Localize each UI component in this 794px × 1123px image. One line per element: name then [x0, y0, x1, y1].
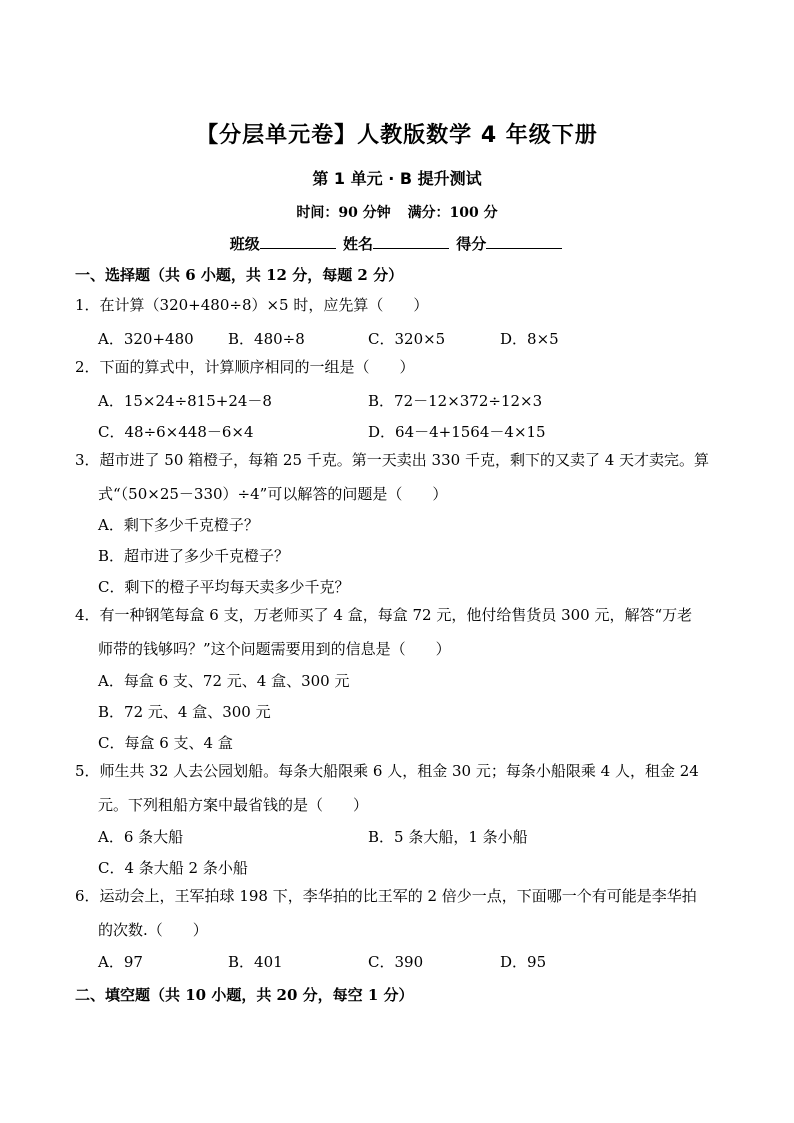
name-blank[interactable]: [373, 234, 449, 249]
section-heading-choice: 一、选择题（共 6 小题，共 12 分，每题 2 分）: [75, 266, 404, 284]
q4-option-c[interactable]: C．每盒 6 支、4 盒: [98, 734, 233, 752]
question-4: 4．有一种钢笔每盒 6 支，万老师买了 4 盒，每盒 72 元，他付给售货员 300 元，解答“万老: [75, 606, 693, 624]
question-2: 2．下面的算式中，计算顺序相同的一组是（ ）: [75, 358, 415, 376]
section-heading-fill: 二、填空题（共 10 小题，共 20 分，每空 1 分）: [75, 986, 414, 1004]
exam-subtitle: 第 1 单元 · B 提升测试: [312, 169, 482, 188]
student-info-fields: [0, 233, 794, 254]
class-blank[interactable]: [260, 234, 336, 249]
question-6-cont: 的次数.（ ）: [98, 921, 208, 939]
q3-option-c[interactable]: C．剩下的橙子平均每天卖多少千克？: [98, 578, 350, 596]
q2-option-a[interactable]: A．15×24÷815+24－8: [98, 392, 272, 410]
time-limit: 时间：90 分钟: [296, 205, 391, 221]
q5-option-b[interactable]: B．5 条大船，1 条小船: [368, 828, 528, 846]
exam-meta: [0, 202, 794, 222]
q5-option-c[interactable]: C．4 条大船 2 条小船: [98, 859, 248, 877]
full-score: 满分：100 分: [407, 205, 498, 221]
question-1: 1．在计算（320+480÷8）×5 时，应先算（ ）: [75, 296, 429, 314]
q1-option-b[interactable]: B．480÷8: [228, 330, 305, 348]
q3-option-b[interactable]: B．超市进了多少千克橙子？: [98, 547, 290, 565]
question-4-cont: 师带的钱够吗？”这个问题需要用到的信息是（ ）: [98, 640, 451, 658]
class-label: 班级: [229, 235, 260, 253]
question-3: 3．超市进了 50 箱橙子，每箱 25 千克。第一天卖出 330 千克，剩下的又卖了 4 天才卖完。算: [75, 451, 710, 469]
score-label: 得分: [456, 235, 487, 253]
q6-option-c[interactable]: C．390: [368, 953, 424, 971]
q4-option-b[interactable]: B．72 元、4 盒、300 元: [98, 703, 271, 721]
q1-option-c[interactable]: C．320×5: [368, 330, 446, 348]
q1-option-d[interactable]: D．8×5: [500, 330, 559, 348]
question-6: 6．运动会上，王军拍球 198 下，李华拍的比王军的 2 倍少一点，下面哪一个有可能是李华拍: [75, 887, 697, 905]
question-5-cont: 元。下列租船方案中最省钱的是（ ）: [98, 796, 369, 814]
exam-title: 【分层单元卷】人教版数学 4 年级下册: [196, 123, 598, 148]
q1-option-a[interactable]: A．320+480: [98, 330, 194, 348]
name-label: 姓名: [342, 235, 373, 253]
q4-option-a[interactable]: A．每盒 6 支、72 元、4 盒、300 元: [98, 672, 350, 690]
q6-option-d[interactable]: D．95: [500, 953, 547, 971]
question-3-cont: 式“（50×25－330）÷4”可以解答的问题是（ ）: [98, 485, 448, 503]
q3-option-a[interactable]: A．剩下多少千克橙子？: [98, 516, 259, 534]
q2-option-b[interactable]: B．72－12×372÷12×3: [368, 392, 543, 410]
score-blank[interactable]: [486, 234, 562, 249]
q5-option-a[interactable]: A．6 条大船: [98, 828, 184, 846]
q2-option-c[interactable]: C．48÷6×448－6×4: [98, 423, 254, 441]
question-5: 5．师生共 32 人去公园划船。每条大船限乘 6 人，租金 30 元；每条小船限乘 4 人，租金 24: [75, 762, 699, 780]
q6-option-b[interactable]: B．401: [228, 953, 283, 971]
q2-option-d[interactable]: D．64－4+1564－4×15: [368, 423, 546, 441]
q6-option-a[interactable]: A．97: [98, 953, 143, 971]
